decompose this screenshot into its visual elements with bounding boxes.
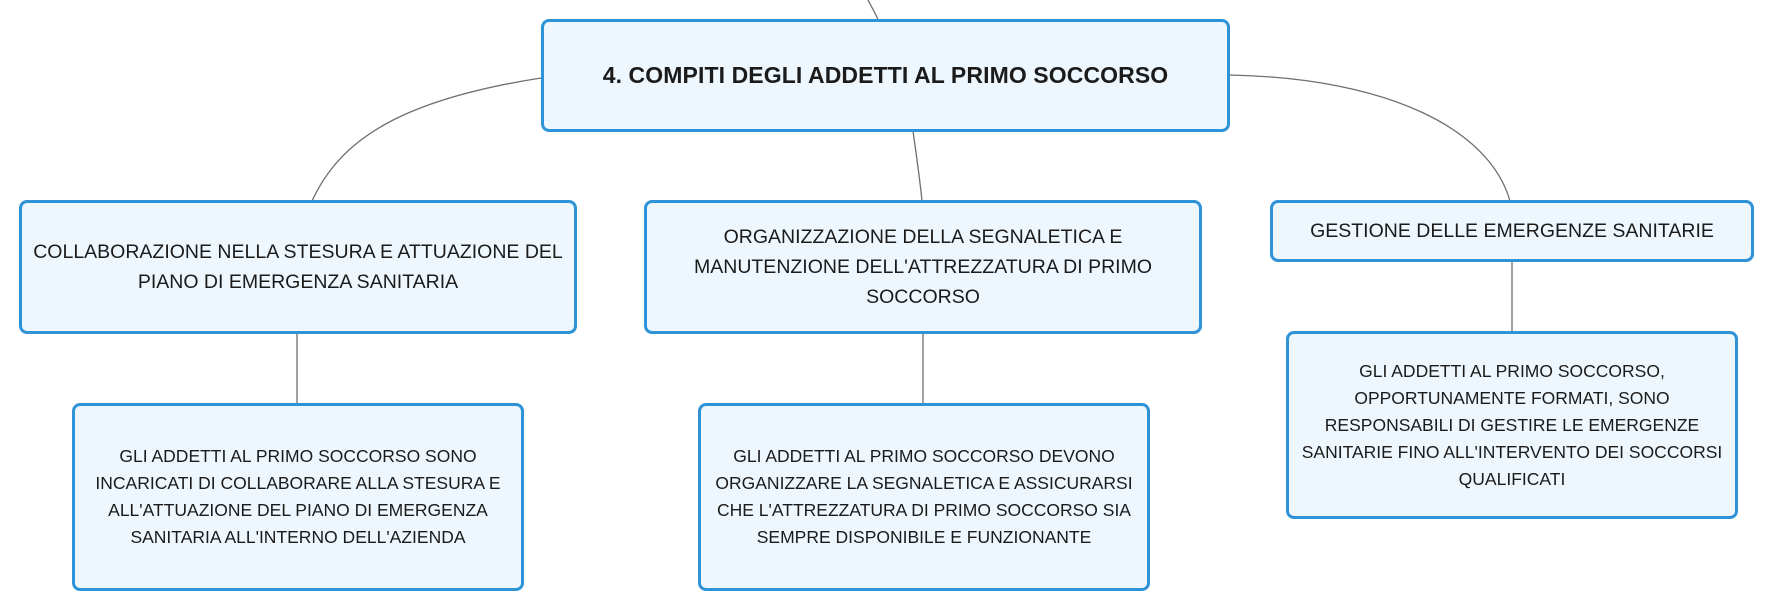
detail-text-emergency-plan: GLI ADDETTI AL PRIMO SOCCORSO SONO INCARICATI DI COLLABORARE ALLA STESURA E ALL'ATTUAZIONE DEL PIANO DI EMERGENZA SANITARIA ALL'INTERNO DELL'AZIENDA (95, 446, 501, 547)
detail-text-emergency-management: GLI ADDETTI AL PRIMO SOCCORSO, OPPORTUNAMENTE FORMATI, SONO RESPONSABILI DI GESTIRE LE EMERGENZE SANITARIE FINO ALL'INTERVENTO DEI SOCCORSI QUALIFICATI (1301, 360, 1723, 489)
detail-text-signage-equipment: GLI ADDETTI AL PRIMO SOCCORSO DEVONO ORGANIZZARE LA SEGNALETICA E ASSICURARSI CHE L'ATTREZZATURA DI PRIMO SOCCORSO SIA SEMPRE DISPONIBILE E FUNZIONANTE (715, 446, 1133, 547)
root-topic-node[interactable] (541, 19, 1230, 132)
branch-node-emergency-plan[interactable] (19, 200, 577, 334)
detail-node-signage-equipment[interactable] (698, 403, 1150, 591)
root-topic-label: 4. COMPITI DEGLI ADDETTI AL PRIMO SOCCORSO (602, 62, 1169, 88)
branch-node-signage-equipment[interactable] (644, 200, 1202, 334)
branch-node-emergency-management[interactable] (1270, 200, 1754, 262)
detail-node-emergency-plan[interactable] (72, 403, 524, 591)
branch-label-emergency-management: GESTIONE DELLE EMERGENZE SANITARIE (1310, 220, 1714, 242)
connector-root-to-branch-1 (312, 78, 541, 201)
connector-root-to-branch-3 (1229, 75, 1510, 201)
branch-label-emergency-plan: COLLABORAZIONE NELLA STESURA E ATTUAZIONE DEL PIANO DI EMERGENZA SANITARIA (33, 241, 563, 293)
connector-parent-to-root (868, 0, 878, 20)
branch-label-signage-equipment: ORGANIZZAZIONE DELLA SEGNALETICA E MANUTENZIONE DELL'ATTREZZATURA DI PRIMO SOCCORSO (693, 226, 1153, 308)
detail-node-emergency-management[interactable] (1286, 331, 1738, 519)
connector-root-to-branch-2 (913, 131, 922, 201)
